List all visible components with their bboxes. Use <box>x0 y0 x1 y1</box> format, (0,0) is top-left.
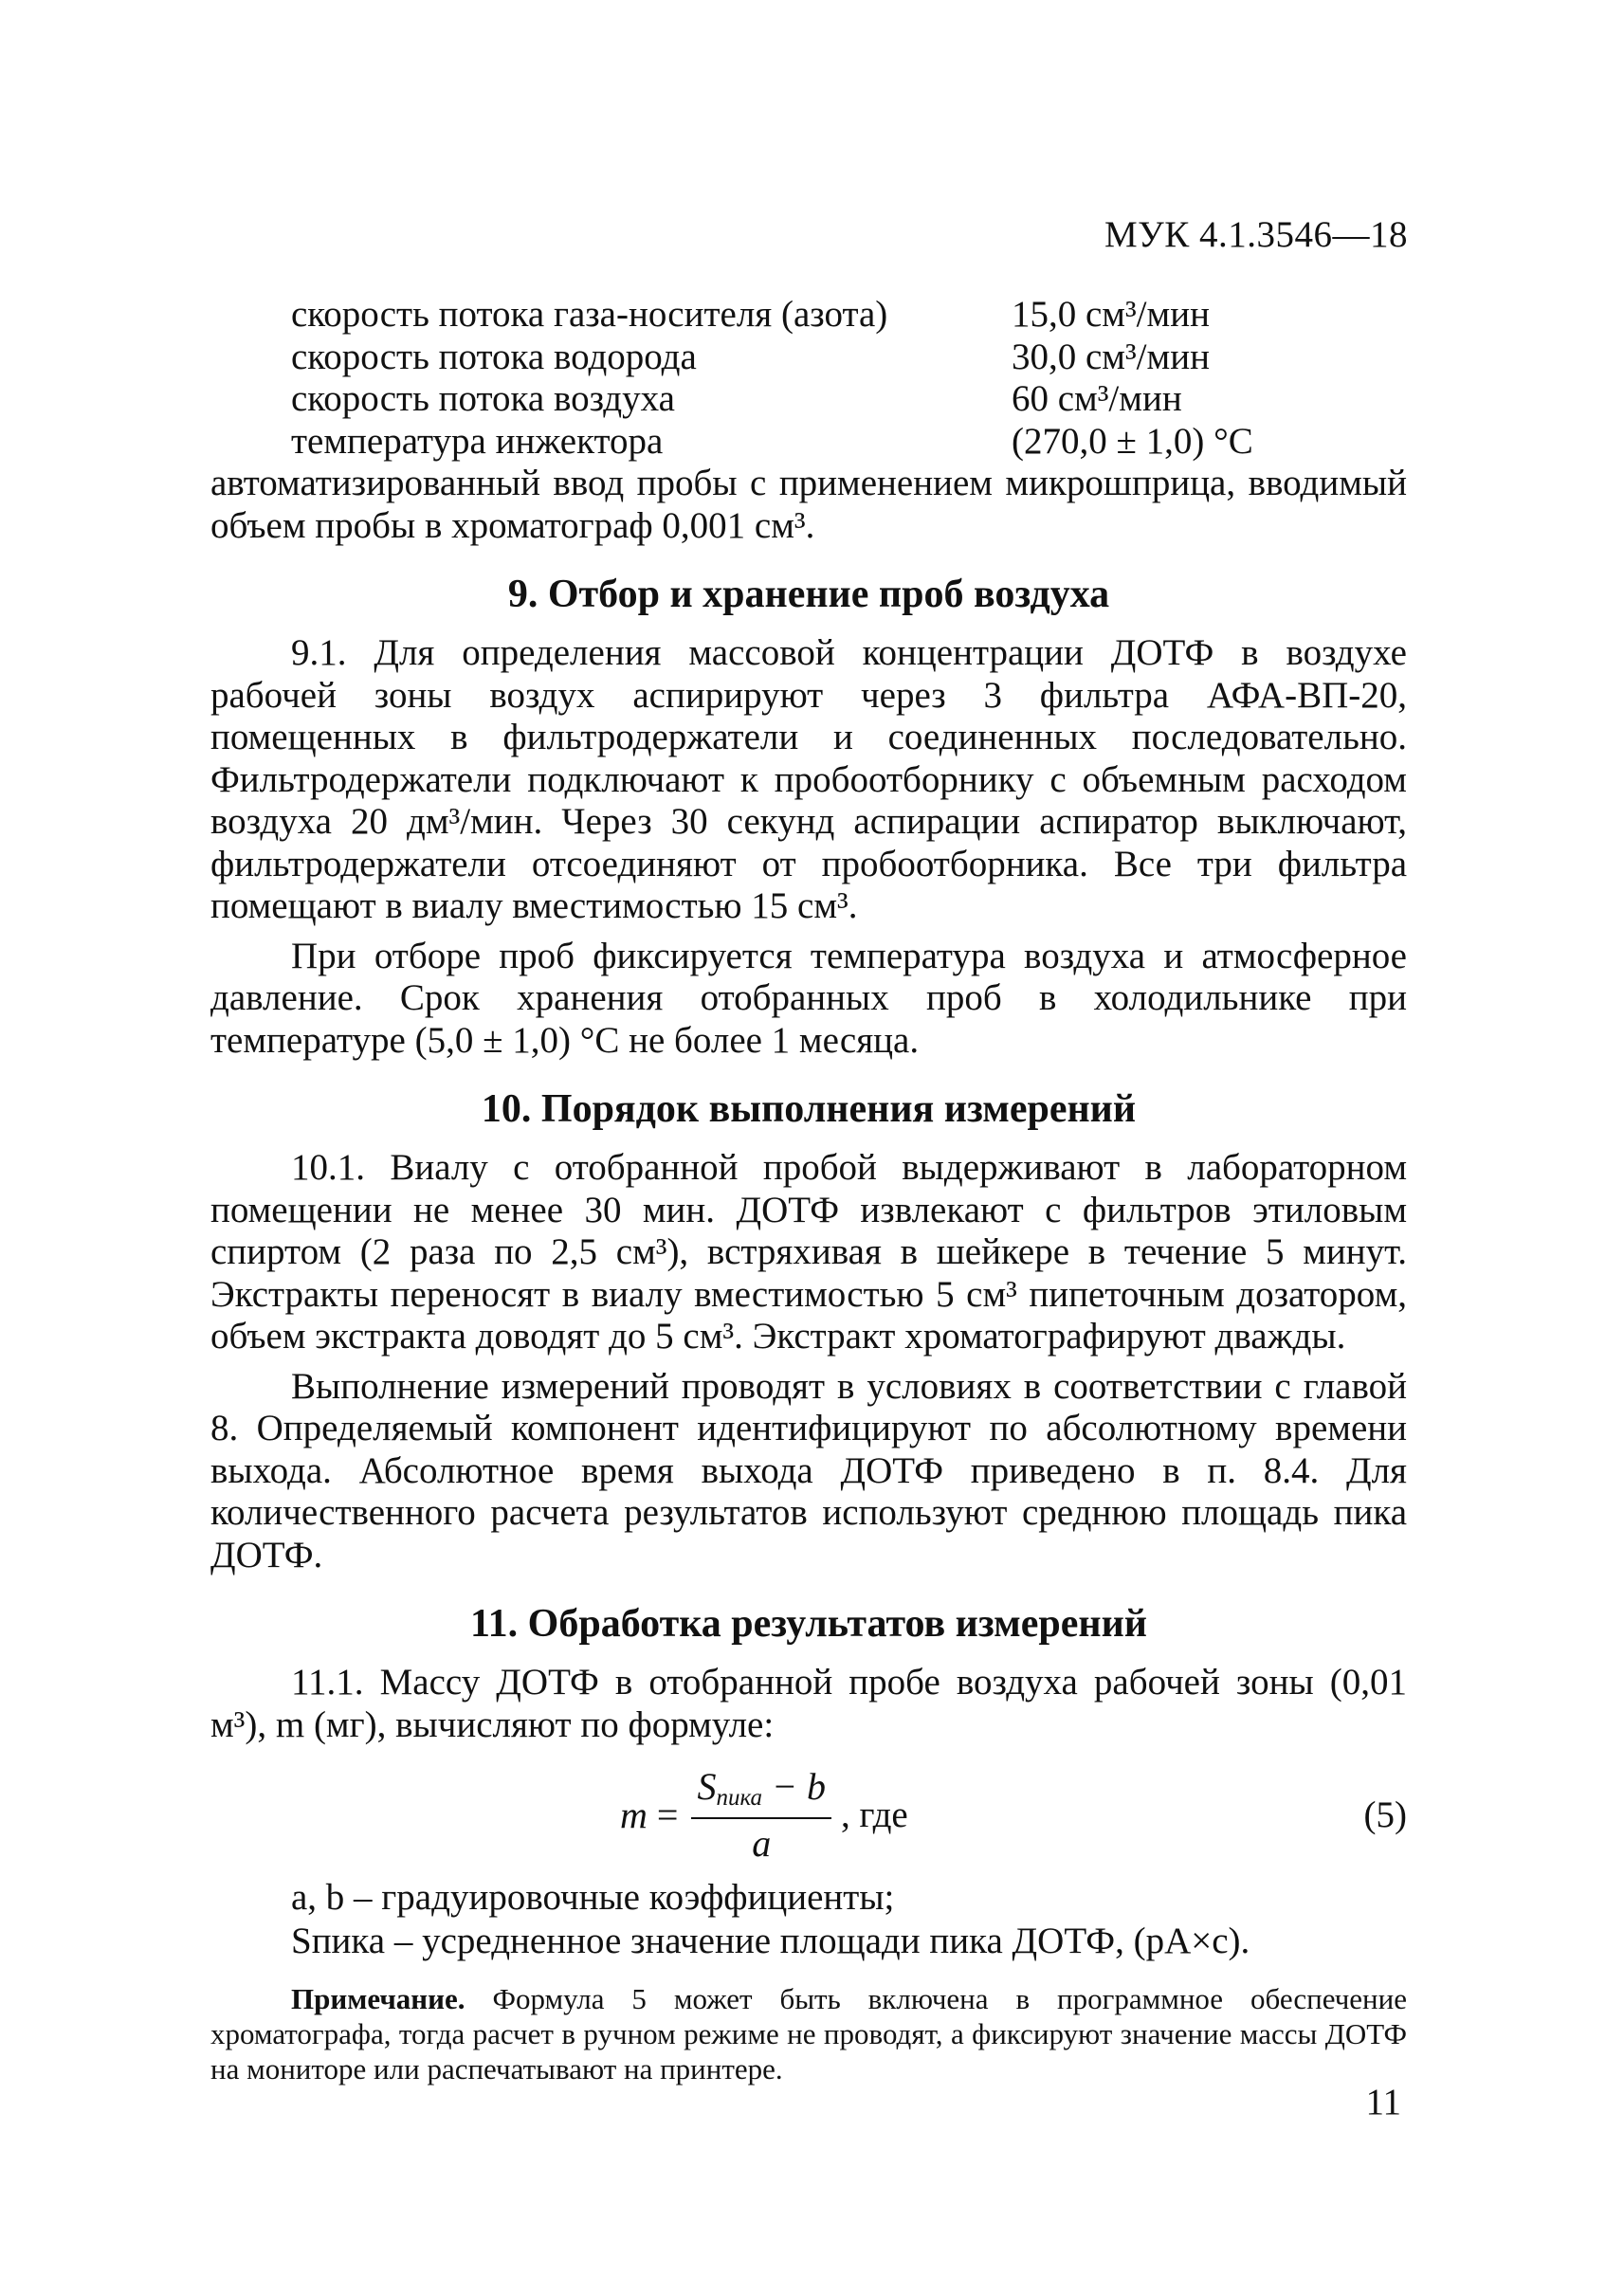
note-title: Примечание. <box>291 1982 465 2015</box>
section-9-title: 9. Отбор и хранение проб воздуха <box>507 573 1110 616</box>
formula-denominator: a <box>752 1822 772 1865</box>
section-10-paragraph-2: Выполнение измерений проводят в условиях в соответствии с главой 8. Определяемый компонент идентифицируют по абсолютному времени выхода. Абсолютное время выхода ДОТФ приведено в п. 8.4. Для количественного расчета результатов используют среднюю площадь пика ДОТФ. <box>210 1365 1407 1576</box>
formula-s-subscript: пика <box>716 1785 763 1811</box>
param-value: 30,0 см³/мин <box>1012 336 1210 377</box>
param-row <box>291 337 1407 379</box>
definition-peak-area: Sпика – усредненное значение площади пика ДОТФ, (рА×с). <box>291 1921 1250 1961</box>
page-content <box>210 294 1407 2086</box>
param-value: (270,0 ± 1,0) °C <box>1012 420 1253 462</box>
definition-coefficients: a, b – градуировочные коэффициенты; <box>291 1877 895 1918</box>
param-value: 15,0 см³/мин <box>1012 294 1210 335</box>
section-10-paragraph-1: 10.1. Виалу с отобранной пробой выдерживают в лабораторном помещении не менее 30 мин. ДОТФ извлекают с фильтров этиловым спиртом (2 раза по 2,5 см³), встряхивая в шейкере в течение 5 минут. Экстракты переносят в виалу вместимостью 5 см³ пипеточным дозатором, объем экстракта доводят до 5 см³. Экстракт хроматографируют дважды. <box>210 1147 1407 1357</box>
param-row <box>291 294 1407 337</box>
section-9-paragraph-2: При отборе проб фиксируется температура воздуха и атмосферное давление. Срок хранения отобранных проб в холодильнике при температуре (5,0 ± 1,0) °С не более 1 месяца. <box>210 935 1407 1061</box>
section-11-paragraph-1: 11.1. Массу ДОТФ в отобранной пробе воздуха рабочей зоны (0,01 м³), m (мг), вычисляют по формуле: <box>210 1662 1407 1745</box>
param-name: скорость потока газа-носителя (азота) <box>291 294 888 335</box>
param-row <box>291 378 1407 421</box>
page-number: 11 <box>1365 2082 1401 2122</box>
formula-equals: = <box>656 1793 679 1836</box>
intro-paragraph: автоматизированный ввод пробы с применением микрошприца, вводимый объем пробы в хроматограф 0,001 см³. <box>210 463 1407 546</box>
document-code: МУК 4.1.3546—18 <box>1104 214 1408 255</box>
formula-5 <box>210 1754 1407 1877</box>
param-name: температура инжектора <box>291 420 664 462</box>
param-name: скорость потока водорода <box>291 336 697 377</box>
section-11-title: 11. Обработка результатов измерений <box>469 1602 1148 1646</box>
formula-number: (5) <box>1363 1794 1407 1835</box>
note-text: Формула 5 может быть включена в программное обеспечение хроматографа, тогда расчет в ручном режиме не проводят, а фиксируют значение массы ДОТФ на мониторе или распечатывают на принтере. <box>210 1982 1407 2086</box>
formula-lhs: m <box>620 1793 648 1836</box>
formula-s-variable: S <box>697 1765 717 1808</box>
formula-numerator-rest: − b <box>762 1765 827 1808</box>
section-10-title: 10. Порядок выполнения измерений <box>481 1087 1137 1131</box>
section-9-paragraph-1: 9.1. Для определения массовой концентрации ДОТФ в воздухе рабочей зоны воздух аспирируют через 3 фильтра АФА-ВП-20, помещенных в фильтродержатели и соединенных последовательно. Фильтродержатели подключают к пробоотборнику с объемным расходом воздуха 20 дм³/мин. Через 30 секунд аспирации аспиратор выключают, фильтродержатели отсоединяют от пробоотборника. Все три фильтра помещают в виалу вместимостью 15 см³. <box>210 632 1407 926</box>
param-name: скорость потока воздуха <box>291 378 675 419</box>
parameters-list <box>291 294 1407 463</box>
param-value: 60 см³/мин <box>1012 378 1182 419</box>
formula-numerator <box>691 1766 831 1819</box>
formula-suffix: , где <box>841 1794 908 1835</box>
param-row <box>291 421 1407 464</box>
formula-expression <box>620 1754 908 1877</box>
note-paragraph <box>210 1981 1407 2086</box>
formula-fraction <box>691 1766 831 1865</box>
formula-definitions <box>291 1877 1407 1964</box>
